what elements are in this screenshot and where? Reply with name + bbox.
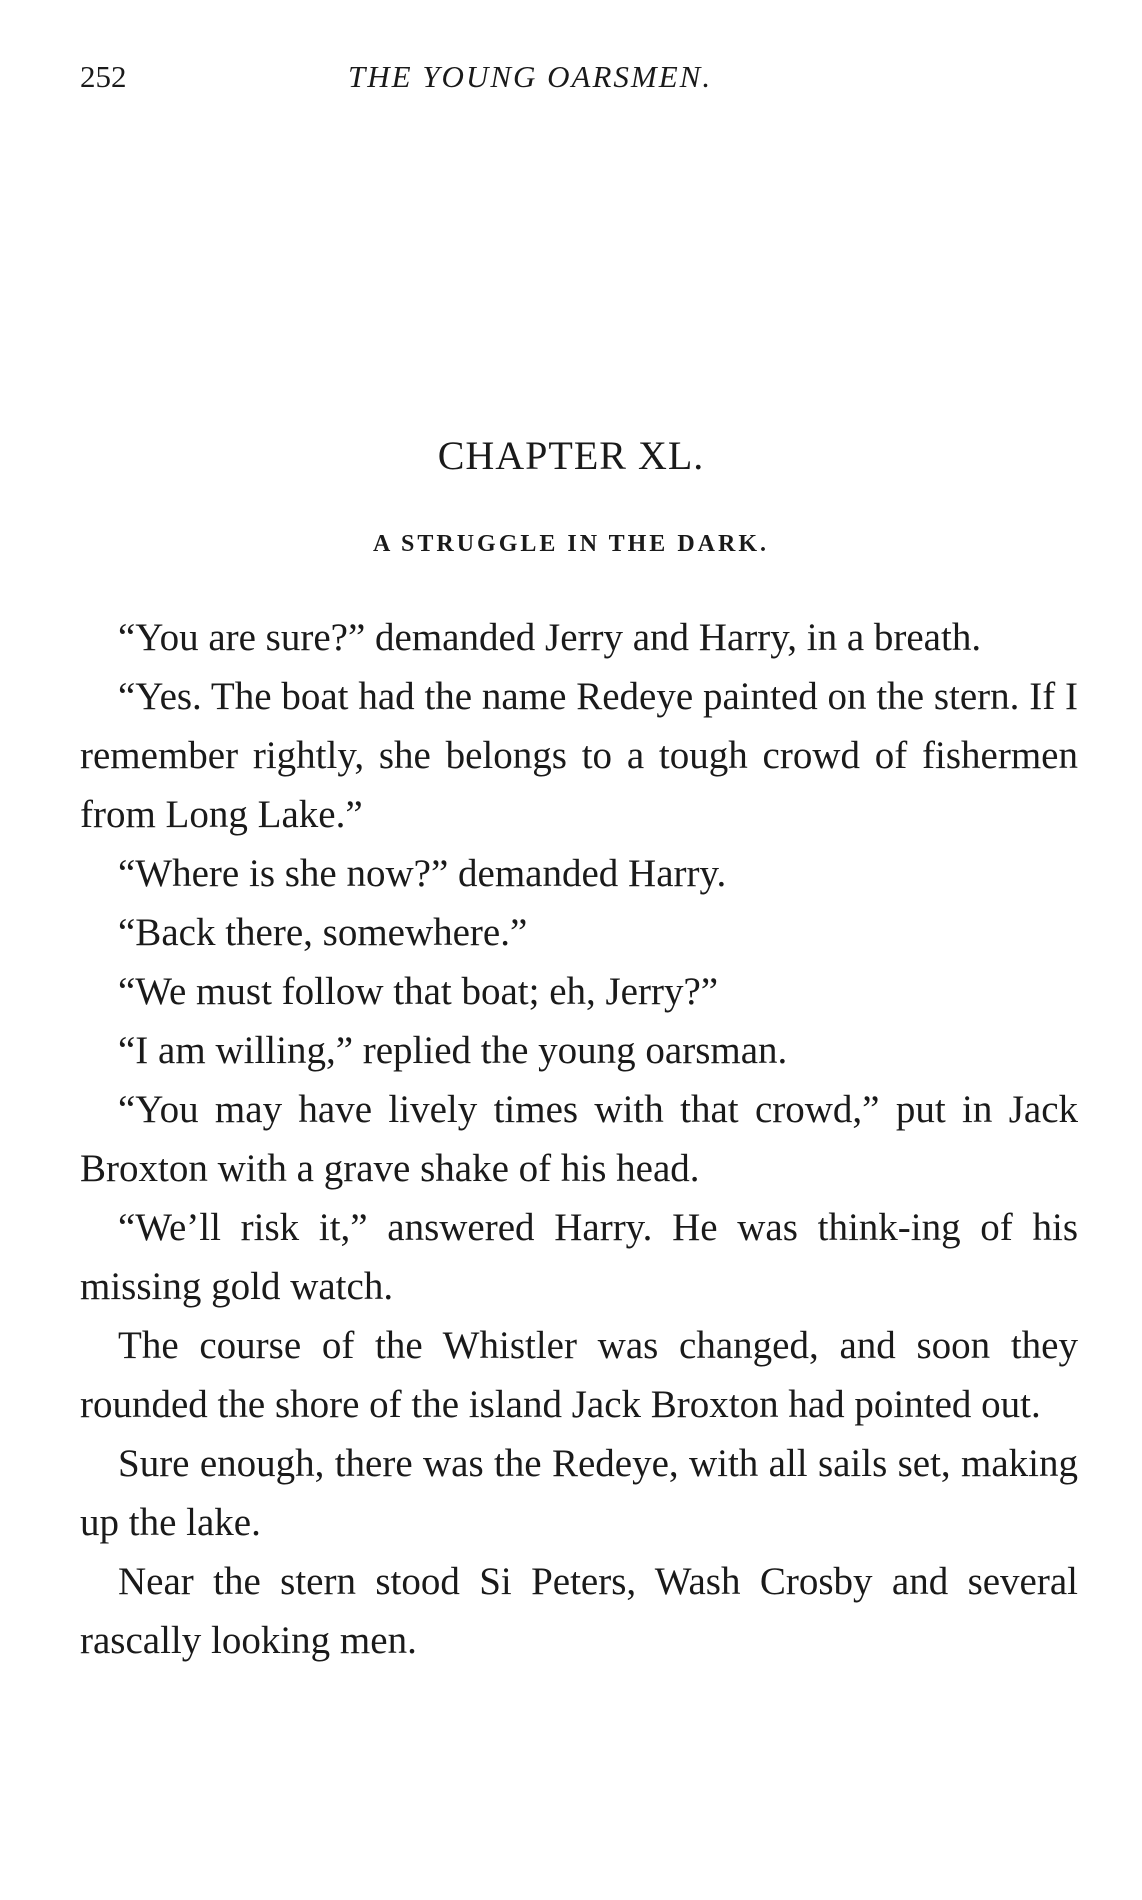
paragraph: “Yes. The boat had the name Redeye painted on the stern. If I remember rightly, she belongs to a tough crowd of fishermen from Long Lake.” xyxy=(80,675,1078,836)
page-number: 252 xyxy=(80,59,127,94)
chapter-title: CHAPTER XL. xyxy=(437,433,705,478)
paragraph: “You are sure?” demanded Jerry and Harry, in a breath. xyxy=(118,616,982,659)
paragraph: “Where is she now?” demanded Harry. xyxy=(118,852,727,895)
running-head xyxy=(80,52,820,102)
paragraph: “I am willing,” replied the young oarsman. xyxy=(118,1029,788,1072)
paragraph: “We must follow that boat; eh, Jerry?” xyxy=(118,970,719,1013)
chapter-subtitle: A STRUGGLE IN THE DARK. xyxy=(373,531,769,557)
paragraph: Near the stern stood Si Peters, Wash Crosby and several rascally looking men. xyxy=(80,1560,1078,1662)
paragraph: “Back there, somewhere.” xyxy=(118,911,528,954)
paragraph: “You may have lively times with that crowd,” put in Jack Broxton with a grave shake of his head. xyxy=(80,1088,1078,1190)
running-title: THE YOUNG OARSMEN. xyxy=(348,59,713,94)
paragraph: “We’ll risk it,” answered Harry. He was think-ing of his missing gold watch. xyxy=(80,1206,1078,1308)
paragraph: Sure enough, there was the Redeye, with all sails set, making up the lake. xyxy=(80,1442,1078,1544)
paragraph: The course of the Whistler was changed, and soon they rounded the shore of the island Jack Broxton had pointed out. xyxy=(80,1324,1078,1426)
body-text xyxy=(80,608,1078,1670)
